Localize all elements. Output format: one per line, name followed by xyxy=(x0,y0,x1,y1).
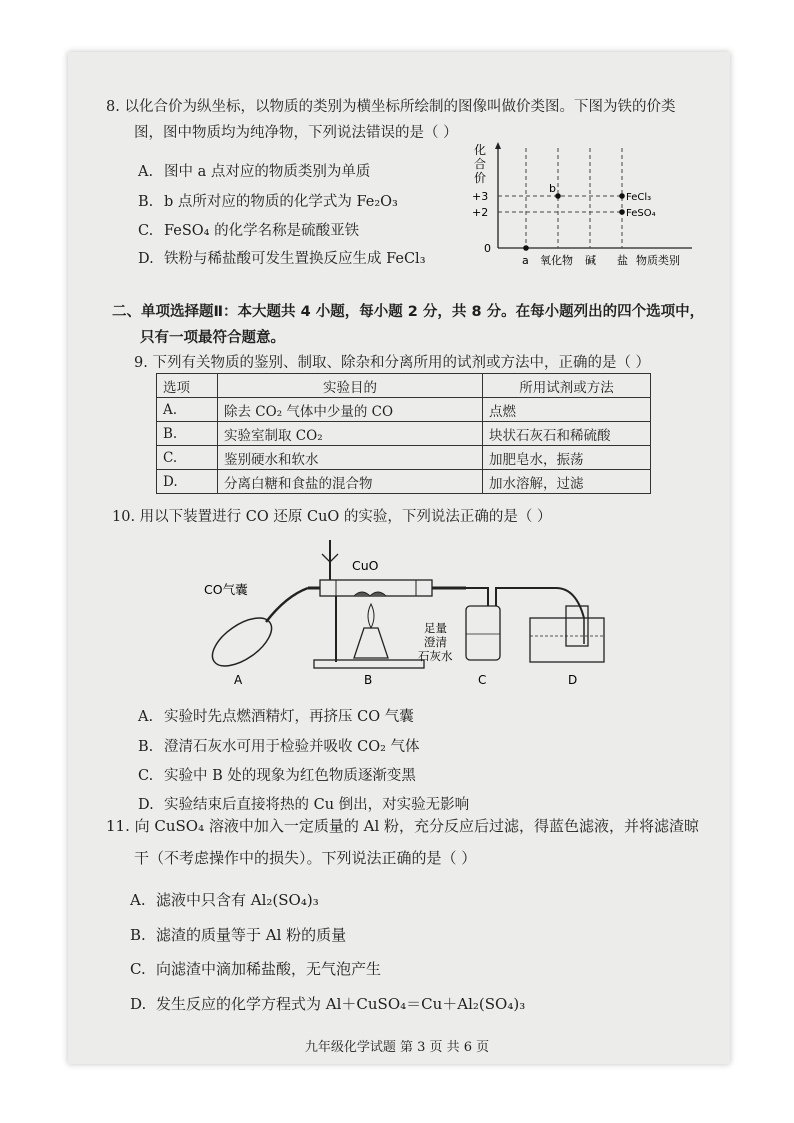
label-cuo: CuO xyxy=(352,558,379,573)
chart-xtick-base: 碱 xyxy=(585,254,596,267)
q11-option-d: D. 发生反应的化学方程式为 Al＋CuSO₄＝Cu＋Al₂(SO₄)₃ xyxy=(130,995,526,1013)
q9-stem: 9. 下列有关物质的鉴别、制取、除杂和分离所用的试剂或方法中，正确的是（ ） xyxy=(134,355,651,371)
label-a: A xyxy=(234,673,243,686)
table-cell: D. xyxy=(157,470,218,494)
label-d: D xyxy=(568,673,578,686)
label-b: B xyxy=(364,673,373,686)
q11-option-b: B. 滤渣的质量等于 Al 粉的质量 xyxy=(130,926,347,944)
q11-option-c: C. 向滤渣中滴加稀盐酸，无气泡产生 xyxy=(130,960,382,978)
table-cell: 加肥皂水，振荡 xyxy=(483,446,651,470)
table-cell: 分离白糖和食盐的混合物 xyxy=(218,470,483,494)
q11-stem-line2: 干（不考虑操作中的损失）。下列说法正确的是（ ） xyxy=(134,849,477,867)
table-header-cell: 选项 xyxy=(157,374,218,398)
table-cell: 点燃 xyxy=(483,398,651,422)
table-cell: 鉴别硬水和软水 xyxy=(218,446,483,470)
chart-ylabel-char-1: 化 xyxy=(474,143,487,157)
table-cell: A. xyxy=(157,398,218,422)
q10-option-c: C. 实验中 B 处的现象为红色物质逐渐变黑 xyxy=(138,768,416,784)
q8-option-c: C. FeSO₄ 的化学名称是硫酸亚铁 xyxy=(138,223,360,239)
table-row xyxy=(157,422,651,446)
chart-ytick-plus3: +3 xyxy=(472,190,489,203)
table-header-row xyxy=(157,374,651,398)
label-limewater-3: 石灰水 xyxy=(418,649,453,663)
table-row xyxy=(157,398,651,422)
page-footer: 九年级化学试题 第 3 页 共 6 页 xyxy=(304,1040,490,1055)
table-header-cell: 实验目的 xyxy=(218,374,483,398)
table-cell: 块状石灰石和稀硫酸 xyxy=(483,422,651,446)
label-co-bag: CO气囊 xyxy=(204,582,248,597)
table-row xyxy=(157,470,651,494)
q11-option-a: A. 滤液中只含有 Al₂(SO₄)₃ xyxy=(130,891,319,909)
table-cell: 实验室制取 CO₂ xyxy=(218,422,483,446)
table-cell: C. xyxy=(157,446,218,470)
chart-xlabel: 物质类别 xyxy=(636,254,680,267)
chart-ylabel-char-3: 价 xyxy=(474,171,487,185)
table-row xyxy=(157,446,651,470)
chart-point-b: b xyxy=(549,182,556,195)
q8-option-a: A. 图中 a 点对应的物质类别为单质 xyxy=(138,164,371,180)
co-reduction-apparatus-diagram xyxy=(196,536,616,686)
q9-table xyxy=(156,373,651,494)
chart-xtick-oxide: 氧化物 xyxy=(540,254,573,267)
table-header-cell: 所用试剂或方法 xyxy=(483,374,651,398)
table-cell: 加水溶解，过滤 xyxy=(483,470,651,494)
q8-stem-line1: 8. 以化合价为纵坐标，以物质的类别为横坐标所绘制的图像叫做价类图。下图为铁的价类 xyxy=(106,99,676,115)
chart-xtick-salt: 盐 xyxy=(617,254,628,267)
label-limewater-2: 澄清 xyxy=(424,635,447,649)
table-cell: 除去 CO₂ 气体中少量的 CO xyxy=(218,398,483,422)
q10-option-b: B. 澄清石灰水可用于检验并吸收 CO₂ 气体 xyxy=(138,739,420,755)
chart-origin: 0 xyxy=(484,242,491,255)
q11-stem-line1: 11. 向 CuSO₄ 溶液中加入一定质量的 Al 粉，充分反应后过滤，得蓝色滤液，并将滤渣晾 xyxy=(106,817,700,835)
chart-label-feso4: FeSO₄ xyxy=(626,208,656,219)
chart-xtick-a: a xyxy=(522,254,529,267)
chart-ylabel-char-2: 合 xyxy=(474,157,487,171)
q8-stem-line2: 图，图中物质均为纯净物，下列说法错误的是（ ） xyxy=(134,125,458,141)
q8-option-b: B. b 点所对应的物质的化学式为 Fe₂O₃ xyxy=(138,194,398,210)
chart-label-fecl3: FeCl₃ xyxy=(626,192,652,203)
valence-class-chart xyxy=(470,140,700,270)
chart-ytick-plus2: +2 xyxy=(472,206,489,219)
q8-option-d: D. 铁粉与稀盐酸可发生置换反应生成 FeCl₃ xyxy=(138,251,426,267)
label-c: C xyxy=(478,673,487,686)
section2-heading-line1: 二、单项选择题Ⅱ：本大题共 4 小题，每小题 2 分，共 8 分。在每小题列出的四个选项中， xyxy=(112,304,705,320)
section2-heading-line2: 只有一项最符合题意。 xyxy=(140,330,285,346)
label-limewater-1: 足量 xyxy=(424,621,447,635)
table-cell: B. xyxy=(157,422,218,446)
q10-option-d: D. 实验结束后直接将热的 Cu 倒出，对实验无影响 xyxy=(138,797,470,813)
q10-option-a: A. 实验时先点燃酒精灯，再挤压 CO 气囊 xyxy=(138,709,414,725)
q10-stem: 10. 用以下装置进行 CO 还原 CuO 的实验，下列说法正确的是（ ） xyxy=(112,509,552,525)
